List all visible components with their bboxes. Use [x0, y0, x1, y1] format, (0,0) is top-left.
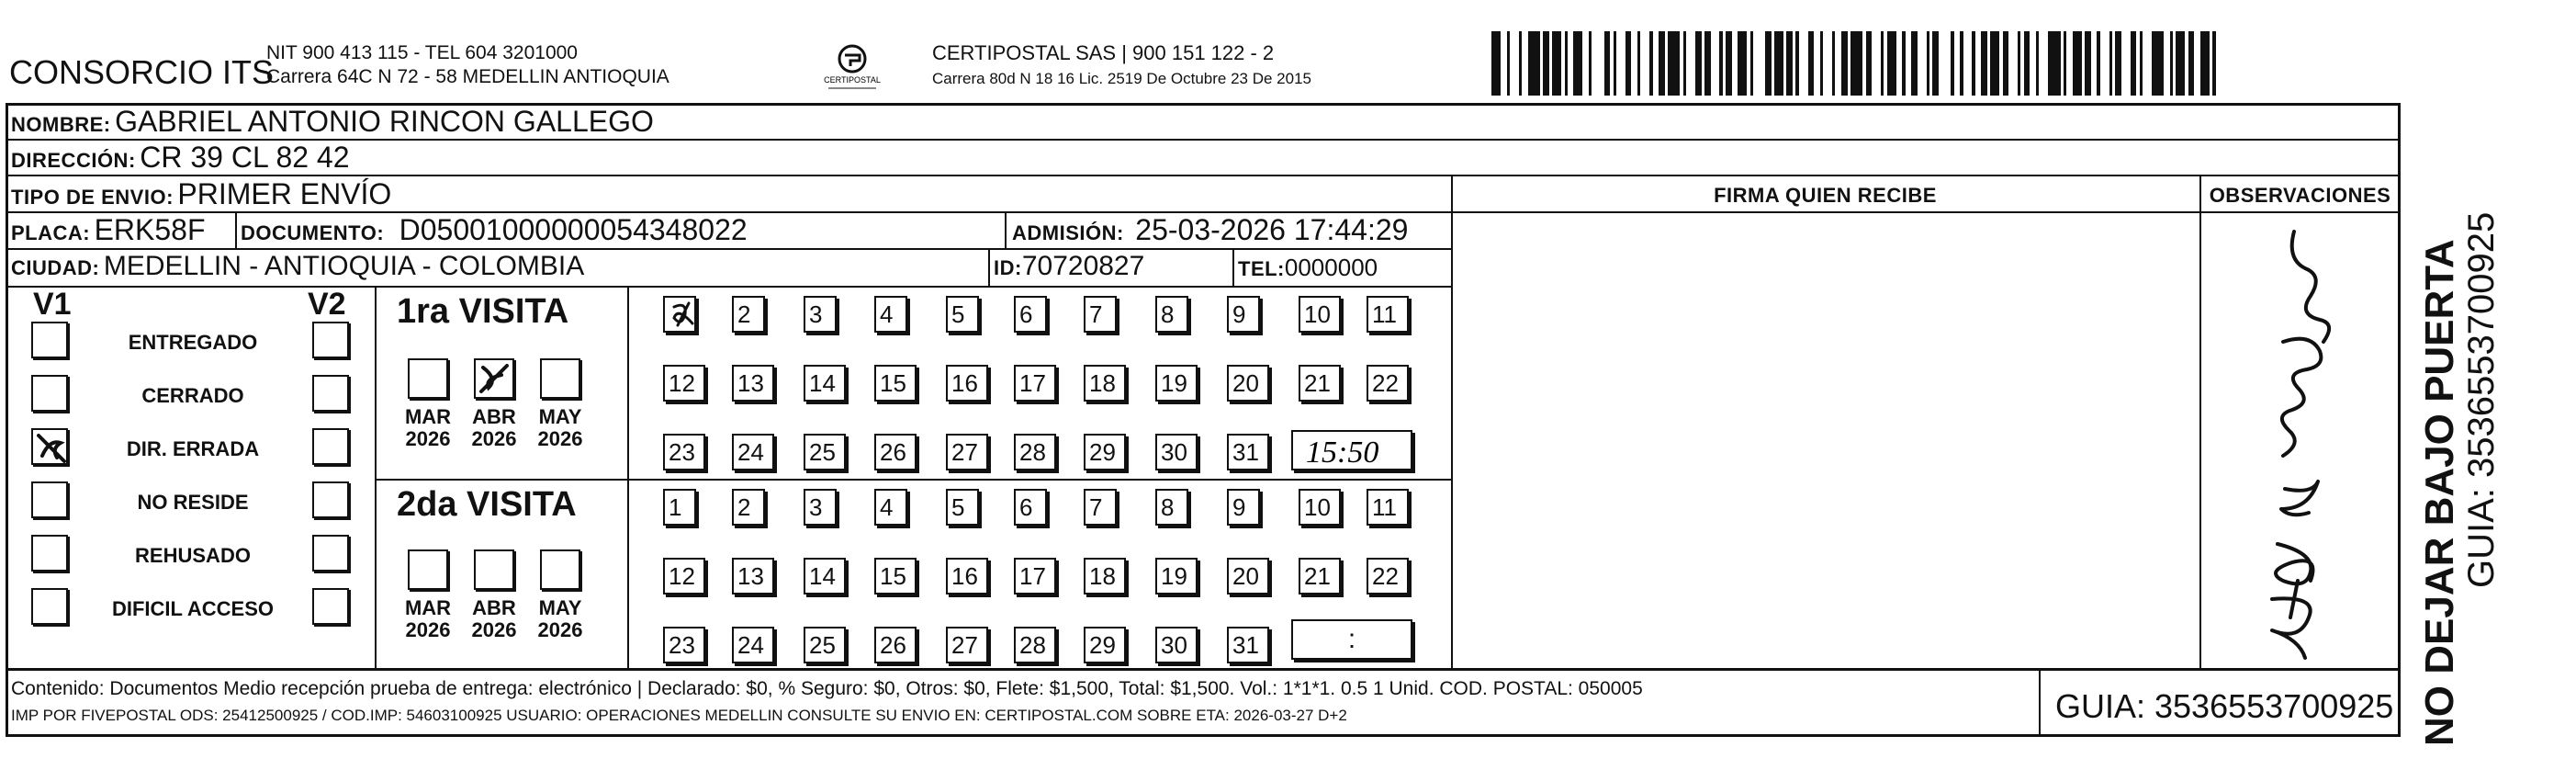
month-name: MAR	[404, 596, 452, 619]
month-label	[467, 406, 522, 450]
day-18[interactable]: 18	[1084, 365, 1126, 402]
tel-value: 0000000	[1284, 254, 1378, 281]
firma-header: FIRMA QUIEN RECIBE	[1714, 184, 1937, 207]
tipo-value: PRIMER ENVÍO	[177, 177, 392, 210]
day-29[interactable]: 29	[1084, 627, 1126, 663]
day-8[interactable]: 8	[1155, 296, 1188, 333]
month-year: 2026	[405, 618, 451, 641]
month-name: ABR	[472, 596, 516, 619]
month-year: 2026	[471, 427, 517, 450]
day-4[interactable]: 4	[874, 296, 907, 333]
day-28[interactable]: 28	[1014, 434, 1056, 470]
day-25[interactable]: 25	[804, 434, 846, 470]
side-guia: GUIA: 3536553700925	[2461, 211, 2502, 588]
day-27[interactable]: 27	[946, 627, 988, 663]
day-5[interactable]: 5	[946, 296, 979, 333]
footer-guia: GUIA: 3536553700925	[2055, 687, 2394, 725]
day-19[interactable]: 19	[1155, 365, 1198, 402]
v1-checkbox-2[interactable]	[31, 375, 68, 412]
month-checkbox[interactable]	[540, 549, 580, 590]
option-label: NO RESIDE	[137, 491, 249, 514]
day-19[interactable]: 19	[1155, 558, 1198, 594]
v1-label: V1	[33, 287, 72, 322]
v2-checkbox-3[interactable]	[312, 428, 349, 465]
id-label: ID:	[994, 256, 1022, 279]
day-12[interactable]: 12	[663, 558, 705, 594]
month-label	[533, 406, 588, 450]
day-30[interactable]: 30	[1155, 434, 1198, 470]
company-nit: NIT 900 413 115 - TEL 604 3201000	[266, 42, 578, 63]
option-label: REHUSADO	[135, 544, 251, 567]
svg-text:15:50: 15:50	[1306, 436, 1379, 469]
v2-checkbox-4[interactable]	[312, 481, 349, 518]
day-7[interactable]: 7	[1084, 296, 1117, 333]
documento-row	[241, 213, 748, 247]
day-4[interactable]: 4	[874, 489, 907, 526]
day-21[interactable]: 21	[1299, 558, 1341, 594]
day-21[interactable]: 21	[1299, 365, 1341, 402]
day-25[interactable]: 25	[804, 627, 846, 663]
company-address: Carrera 64C N 72 - 58 MEDELLIN ANTIOQUIA	[266, 66, 669, 87]
day-15[interactable]: 15	[874, 558, 917, 594]
documento-label: DOCUMENTO:	[241, 221, 385, 244]
v1-checkbox-5[interactable]	[31, 535, 68, 572]
barcode	[1491, 31, 2222, 96]
placa-row	[11, 213, 206, 247]
day-5[interactable]: 5	[946, 489, 979, 526]
v2-checkbox-2[interactable]	[312, 375, 349, 412]
observaciones-signature	[2202, 213, 2399, 666]
option-label: DIR. ERRADA	[126, 437, 260, 460]
day-1[interactable]	[663, 296, 696, 333]
month-name: MAY	[538, 596, 582, 619]
month-year: 2026	[471, 618, 517, 641]
day-23[interactable]: 23	[663, 627, 705, 663]
svg-text:CERTIPOSTAL: CERTIPOSTAL	[824, 75, 881, 85]
day-1[interactable]: 1	[663, 489, 696, 526]
day-18[interactable]: 18	[1084, 558, 1126, 594]
day-20[interactable]: 20	[1227, 558, 1269, 594]
direccion-value: CR 39 CL 82 42	[140, 141, 350, 174]
tel-label: TEL:	[1238, 257, 1285, 280]
month-checkbox[interactable]	[540, 358, 580, 399]
month-checkbox[interactable]	[408, 549, 448, 590]
month-label	[533, 597, 588, 641]
admision-label: ADMISIÓN:	[1012, 221, 1124, 244]
month-label	[467, 597, 522, 641]
signature-area	[1453, 213, 2198, 666]
id-value: 70720827	[1021, 251, 1145, 281]
tipo-row	[11, 177, 391, 211]
day-26[interactable]: 26	[874, 434, 917, 470]
certipostal-logo	[816, 40, 889, 96]
day-7[interactable]: 7	[1084, 489, 1117, 526]
time-second-value: :	[1347, 624, 1356, 654]
v1-checkbox-4[interactable]	[31, 481, 68, 518]
month-checkbox[interactable]	[408, 358, 448, 399]
day-10[interactable]: 10	[1299, 489, 1341, 526]
day-23[interactable]: 23	[663, 434, 705, 470]
placa-value: ERK58F	[94, 213, 206, 246]
month-name: MAR	[404, 405, 452, 428]
day-2[interactable]: 2	[732, 296, 765, 333]
day-10[interactable]: 10	[1299, 296, 1341, 333]
month-checkbox[interactable]	[474, 358, 514, 399]
month-name: MAY	[538, 405, 582, 428]
tel-row	[1238, 254, 1378, 282]
day-24[interactable]: 24	[732, 434, 774, 470]
month-name: ABR	[472, 405, 516, 428]
day-2[interactable]: 2	[732, 489, 765, 526]
day-12[interactable]: 12	[663, 365, 705, 402]
id-row	[994, 251, 1144, 282]
month-label	[400, 406, 456, 450]
option-label: DIFICIL ACCESO	[111, 597, 274, 620]
day-3[interactable]: 3	[804, 489, 837, 526]
day-16[interactable]: 16	[946, 558, 988, 594]
company-name: CONSORCIO ITS	[9, 53, 275, 91]
day-26[interactable]: 26	[874, 627, 917, 663]
day-13[interactable]: 13	[732, 558, 774, 594]
time-first[interactable]	[1291, 430, 1412, 470]
tipo-label: TIPO DE ENVIO:	[11, 186, 174, 209]
option-label: CERRADO	[141, 384, 244, 407]
day-6[interactable]: 6	[1014, 296, 1047, 333]
direccion-row	[11, 141, 350, 175]
footer-line2: IMP POR FIVEPOSTAL ODS: 25412500925 / COD.IMP: 54603100925 USUARIO: OPERACIONES MEDELLIN CONSULTE SU ENVIO EN: CERTIPOSTAL.COM SOBRE ETA: 2026-03-27 D+2	[11, 707, 1347, 724]
day-14[interactable]: 14	[804, 365, 846, 402]
day-17[interactable]: 17	[1014, 365, 1056, 402]
day-28[interactable]: 28	[1014, 627, 1056, 663]
day-24[interactable]: 24	[732, 627, 774, 663]
day-9[interactable]: 9	[1227, 489, 1260, 526]
side-no-dejar: NO DEJAR BAJO PUERTA	[2417, 239, 2462, 746]
nombre-label: NOMBRE:	[11, 113, 111, 136]
placa-label: PLACA:	[11, 221, 91, 244]
month-checkbox[interactable]	[474, 549, 514, 590]
admision-row	[1012, 213, 1408, 247]
month-year: 2026	[537, 427, 583, 450]
nombre-row	[11, 105, 654, 139]
ciudad-label: CIUDAD:	[11, 256, 100, 279]
certipostal-name: CERTIPOSTAL SAS | 900 151 122 - 2	[932, 41, 1275, 64]
day-9[interactable]: 9	[1227, 296, 1260, 333]
observaciones-header: OBSERVACIONES	[2209, 184, 2391, 207]
day-11[interactable]: 11	[1367, 296, 1409, 333]
day-11[interactable]: 11	[1367, 489, 1409, 526]
v1-checkbox-6[interactable]	[31, 588, 68, 625]
day-13[interactable]: 13	[732, 365, 774, 402]
month-year: 2026	[405, 427, 451, 450]
day-22[interactable]: 22	[1367, 365, 1409, 402]
day-27[interactable]: 27	[946, 434, 988, 470]
day-3[interactable]: 3	[804, 296, 837, 333]
v1-checkbox-1[interactable]	[31, 322, 68, 358]
day-8[interactable]: 8	[1155, 489, 1188, 526]
documento-value: D05001000000054348022	[399, 213, 748, 246]
second-visit-title: 2da VISITA	[397, 485, 577, 524]
v2-checkbox-5[interactable]	[312, 535, 349, 572]
day-16[interactable]: 16	[946, 365, 988, 402]
day-15[interactable]: 15	[874, 365, 917, 402]
v2-label: V2	[308, 287, 346, 322]
day-22[interactable]: 22	[1367, 558, 1409, 594]
certipostal-address: Carrera 80d N 18 16 Lic. 2519 De Octubre 23 De 2015	[932, 70, 1311, 87]
day-14[interactable]: 14	[804, 558, 846, 594]
month-label	[400, 597, 456, 641]
nombre-value: GABRIEL ANTONIO RINCON GALLEGO	[115, 105, 654, 138]
admision-value: 25-03-2026 17:44:29	[1135, 213, 1409, 246]
footer-line1: Contenido: Documentos Medio recepción prueba de entrega: electrónico | Declarado: $0, % Seguro: $0, Otros: $0, Flete: $1,500, Total: $1,500. Vol.: 1*1*1. 0.5 1 Unid. COD. POSTAL: 050005	[11, 678, 1643, 699]
day-6[interactable]: 6	[1014, 489, 1047, 526]
v2-checkbox-1[interactable]	[312, 322, 349, 358]
day-20[interactable]: 20	[1227, 365, 1269, 402]
day-31[interactable]: 31	[1227, 627, 1269, 663]
day-31[interactable]: 31	[1227, 434, 1269, 470]
day-17[interactable]: 17	[1014, 558, 1056, 594]
month-year: 2026	[537, 618, 583, 641]
v1-checkbox-3[interactable]	[31, 428, 68, 465]
ciudad-value: MEDELLIN - ANTIOQUIA - COLOMBIA	[103, 251, 585, 281]
day-29[interactable]: 29	[1084, 434, 1126, 470]
v2-checkbox-6[interactable]	[312, 588, 349, 625]
first-visit-title: 1ra VISITA	[397, 292, 569, 331]
time-second[interactable]	[1291, 619, 1412, 660]
day-30[interactable]: 30	[1155, 627, 1198, 663]
option-label: ENTREGADO	[128, 331, 258, 354]
ciudad-row	[11, 251, 584, 282]
direccion-label: DIRECCIÓN:	[11, 149, 136, 172]
